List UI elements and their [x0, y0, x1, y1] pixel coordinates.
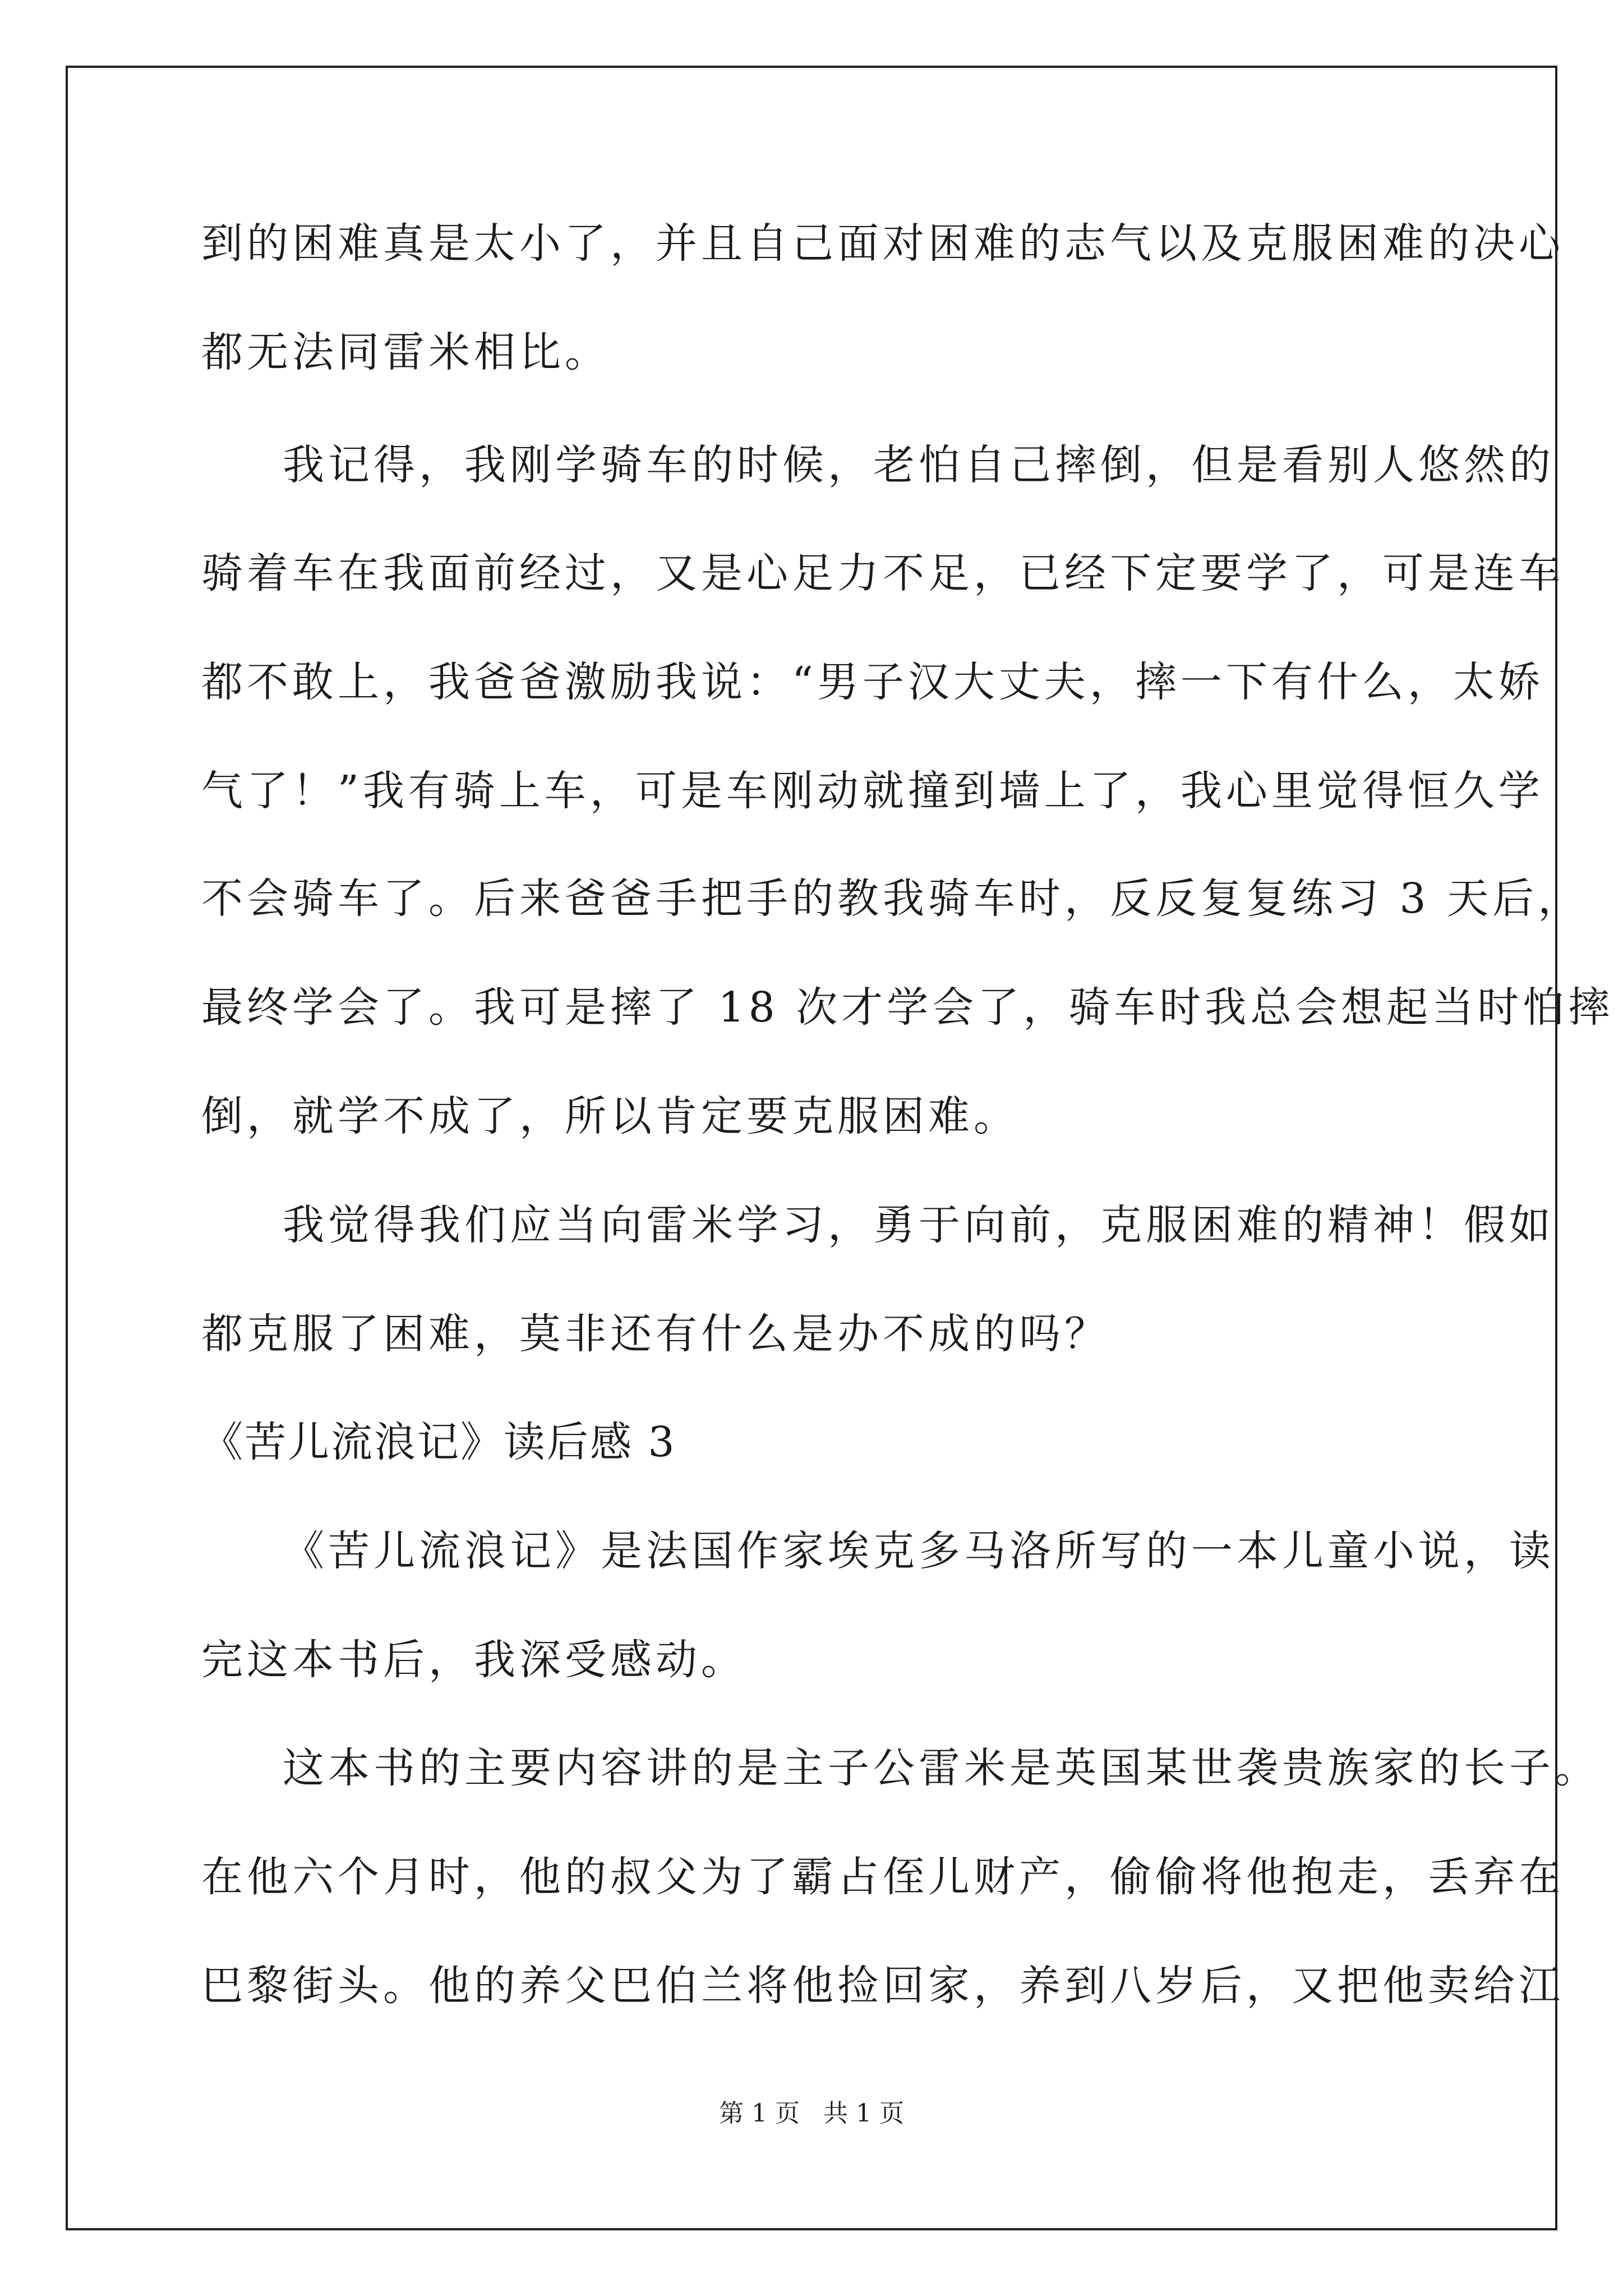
paragraph-line: 骑着车在我面前经过，又是心足力不足，已经下定要学了，可是连车 [201, 549, 1564, 597]
section-heading: 《苦儿流浪记》读后感 3 [201, 1418, 676, 1466]
page-border [66, 66, 1614, 2230]
paragraph-line: 倒，就学不成了，所以肯定要克服困难。 [201, 1092, 1019, 1140]
paragraph-line: 不会骑车了。后来爸爸手把手的教我骑车时，反反复复练习 3 天后， [201, 875, 1584, 923]
paragraph-line: 都克服了困难，莫非还有什么是办不成的吗？ [201, 1310, 1110, 1358]
paragraph-line: 完这本书后，我深受感动。 [201, 1636, 746, 1684]
paragraph-line: 都不敢上，我爸爸激励我说：“男子汉大丈夫，摔一下有什么，太娇 [201, 658, 1544, 706]
paragraph-line: 都无法同雷米相比。 [201, 328, 610, 376]
paragraph-line: 巴黎街头。他的养父巴伯兰将他捡回家，养到八岁后，又把他卖给江 [201, 1962, 1564, 2010]
paragraph-line: 《苦儿流浪记》是法国作家埃克多马洛所写的一本儿童小说，读 [283, 1527, 1555, 1575]
paragraph-line: 气了！”我有骑上车，可是车刚动就撞到墙上了，我心里觉得恒久学 [201, 767, 1544, 815]
paragraph-line: 我记得，我刚学骑车的时候，老怕自己摔倒，但是看别人悠然的 [283, 441, 1555, 489]
paragraph-line: 在他六个月时，他的叔父为了霸占侄儿财产，偷偷将他抱走，丢弃在 [201, 1853, 1564, 1901]
page-footer: 第 1 页 共 1 页 [719, 2099, 904, 2128]
paragraph-line: 最终学会了。我可是摔了 18 次才学会了，骑车时我总会想起当时怕摔 [201, 983, 1614, 1032]
paragraph-line: 这本书的主要内容讲的是主子公雷米是英国某世袭贵族家的长子。 [283, 1744, 1600, 1792]
paragraph-line: 到的困难真是太小了，并且自己面对困难的志气以及克服困难的决心 [201, 219, 1564, 268]
paragraph-line: 我觉得我们应当向雷米学习，勇于向前，克服困难的精神！假如 [283, 1201, 1555, 1249]
